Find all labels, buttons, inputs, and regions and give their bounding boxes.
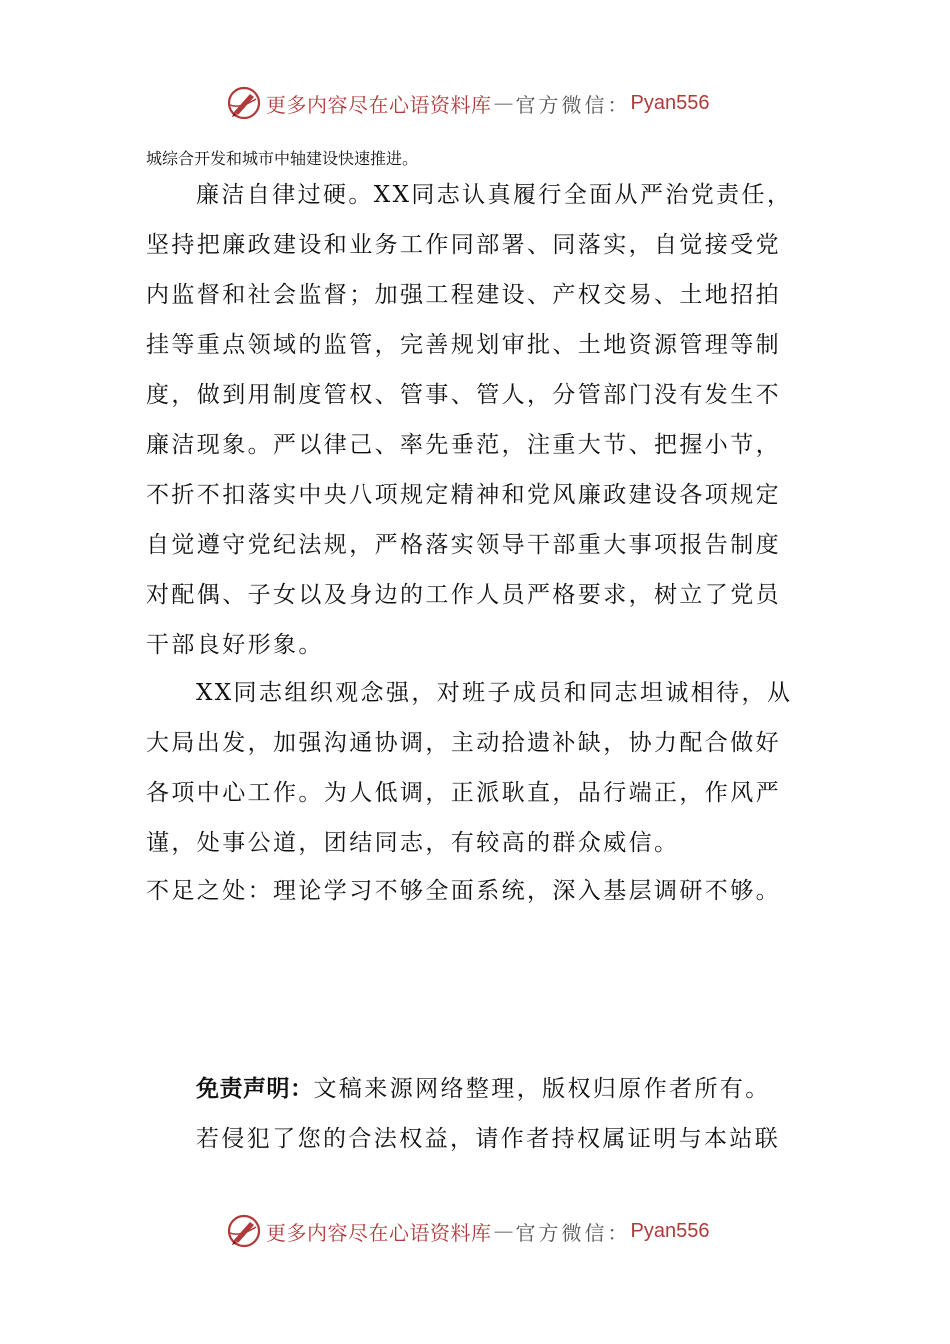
intro-line: 城综合开发和城市中轴建设快速推进。: [146, 149, 419, 168]
paragraph-line: 各项中心工作。为人低调，正派耿直，品行端正，作风严: [146, 780, 781, 806]
paragraph-line: 自觉遵守党纪法规，严格落实领导干部重大事项报告制度: [146, 532, 781, 558]
banner-wechat-label: 官方微信：: [515, 92, 631, 117]
paragraph-line: 内监督和社会监督；加强工程建设、产权交易、土地招拍: [146, 282, 781, 308]
paragraph-organization: [146, 668, 806, 868]
banner-content: [226, 78, 709, 128]
paragraph-integrity: [146, 170, 806, 670]
disclaimer: [196, 1064, 816, 1164]
disclaimer-text-1: 文稿来源网络整理，版权归原作者所有。: [313, 1076, 771, 1102]
disclaimer-line-1: [196, 1064, 816, 1114]
banner-separator: —: [493, 91, 514, 115]
pen-logo-icon: [226, 85, 262, 121]
paragraph-line: 度，做到用制度管权、管事、管人，分管部门没有发生不: [146, 382, 781, 408]
paragraph-line: 不折不扣落实中央八项规定精神和党风廉政建设各项规定: [146, 482, 781, 508]
disclaimer-line-2: 若侵犯了您的合法权益，请作者持权属证明与本站联: [196, 1126, 781, 1152]
banner-wechat-label: 官方微信：: [515, 1220, 631, 1245]
paragraph-line: 谨，处事公道，团结同志，有较高的群众威信。: [146, 830, 680, 856]
banner-wechat-id: Pyan556: [630, 91, 710, 114]
paragraph-line: 坚持把廉政建设和业务工作同部署、同落实，自觉接受党: [146, 232, 781, 258]
paragraph-line: 挂等重点领域的监管，完善规划审批、土地资源管理等制: [146, 332, 781, 358]
paragraph-line: 干部良好形象。: [146, 632, 324, 658]
paragraph-line: 廉洁自律过硬。XX同志认真履行全面从严治党责任，: [196, 182, 793, 208]
paragraph-line: 廉洁现象。严以律己、率先垂范，注重大节、把握小节，: [146, 432, 781, 458]
banner-content: [226, 1206, 709, 1256]
banner-title: 更多内容尽在心语资料库: [266, 1220, 492, 1245]
header-banner: [0, 78, 950, 128]
shortfall-line: 不足之处：理论学习不够全面系统，深入基层调研不够。: [146, 878, 781, 904]
pen-logo-icon: [226, 1213, 262, 1249]
banner-title: 更多内容尽在心语资料库: [266, 92, 492, 117]
banner-wechat-id: Pyan556: [630, 1219, 710, 1242]
disclaimer-label: 免责声明：: [196, 1076, 314, 1102]
paragraph-line: XX同志组织观念强，对班子成员和同志坦诚相待，从: [196, 680, 793, 706]
banner-separator: —: [493, 1219, 514, 1243]
paragraph-line: 大局出发，加强沟通协调，主动拾遗补缺，协力配合做好: [146, 730, 781, 756]
paragraph-line: 对配偶、子女以及身边的工作人员严格要求，树立了党员: [146, 582, 781, 608]
footer-banner: [0, 1206, 950, 1256]
